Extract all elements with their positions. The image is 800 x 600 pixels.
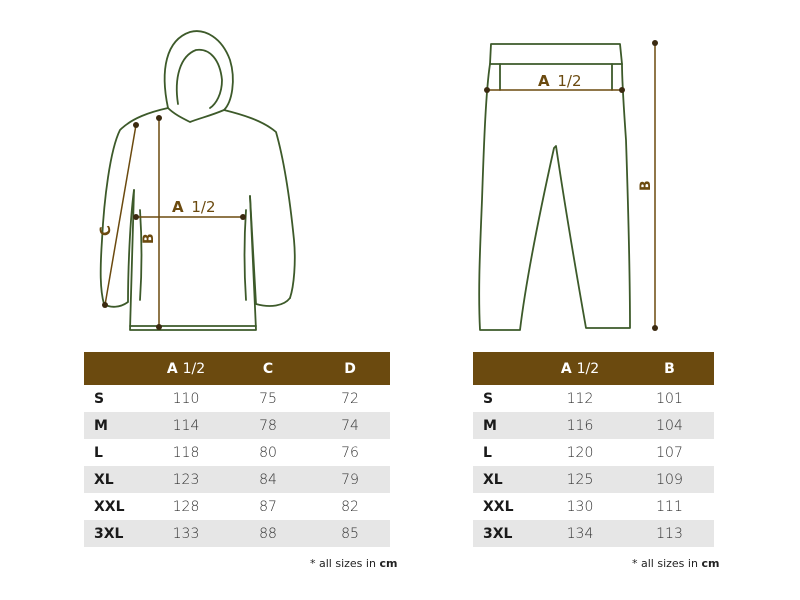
value-cell: 118 — [172, 444, 200, 461]
pants-label-b: B — [638, 180, 654, 191]
value-cell: 88 — [226, 520, 310, 547]
jacket-label-a: A 1/2 — [172, 198, 216, 216]
table-row — [473, 439, 714, 466]
size-cell: 3XL — [84, 520, 146, 547]
value-cell: 84 — [226, 466, 310, 493]
value-cell: 85 — [310, 520, 390, 547]
jacket-dim-b-start — [156, 115, 162, 121]
value-cell: 72 — [341, 390, 359, 407]
value-cell: 109 — [625, 466, 714, 493]
size-cell: 3XL — [473, 520, 535, 547]
size-cell: XL — [84, 466, 146, 493]
jacket-dim-a-end — [240, 214, 246, 220]
value-cell: 128 — [172, 498, 200, 515]
value-cell: 125 — [535, 466, 625, 493]
jacket-dimensions — [97, 115, 246, 330]
value-cell: 76 — [341, 444, 359, 461]
column-header-a: A 1/2 — [146, 352, 226, 385]
jacket-dim-a-start — [133, 214, 139, 220]
size-cell: XXL — [94, 498, 125, 515]
pants-outline — [479, 44, 630, 330]
column-header-c: C — [226, 352, 310, 385]
jacket-label-b: B — [141, 233, 157, 244]
table-row — [473, 466, 714, 493]
value-cell: 113 — [625, 520, 714, 547]
value-cell: 116 — [535, 412, 625, 439]
value-cell: 123 — [146, 466, 226, 493]
value-cell: 101 — [656, 390, 683, 407]
table-header-row — [84, 352, 390, 385]
value-cell: 120 — [566, 444, 594, 461]
value-cell: 87 — [259, 498, 277, 515]
table-row — [84, 466, 390, 493]
value-cell: 114 — [146, 412, 226, 439]
value-cell: 130 — [566, 498, 594, 515]
size-cell: XL — [473, 466, 535, 493]
table-row — [473, 520, 714, 547]
column-header-b: B — [625, 352, 714, 385]
column-header-size — [473, 352, 535, 385]
size-cell: S — [483, 390, 494, 407]
value-cell: 80 — [259, 444, 277, 461]
size-cell: M — [473, 412, 535, 439]
jacket-units-note: * all sizes in cm — [310, 557, 398, 570]
value-cell: 134 — [535, 520, 625, 547]
value-cell: 78 — [226, 412, 310, 439]
value-cell: 79 — [310, 466, 390, 493]
table-header-row — [473, 352, 714, 385]
jacket-label-c: C — [97, 224, 115, 238]
pants-units-note: * all sizes in cm — [632, 557, 720, 570]
table-row — [473, 385, 714, 412]
size-cell: L — [94, 444, 103, 461]
column-header-size — [84, 352, 146, 385]
value-cell: 104 — [625, 412, 714, 439]
jacket-dim-b-end — [156, 324, 162, 330]
pants-size-table — [473, 352, 714, 547]
value-cell: 107 — [656, 444, 683, 461]
table-row — [84, 493, 390, 520]
jacket-outline — [101, 31, 295, 330]
value-cell: 74 — [310, 412, 390, 439]
pants-dim-a-end — [619, 87, 625, 93]
pants-dim-b-start — [652, 40, 658, 46]
value-cell: 111 — [656, 498, 683, 515]
jacket-dim-c-start — [133, 122, 139, 128]
value-cell: 82 — [341, 498, 359, 515]
pants-dim-a-start — [484, 87, 490, 93]
table-row — [84, 412, 390, 439]
size-cell: L — [483, 444, 492, 461]
table-row — [84, 520, 390, 547]
pants-dim-b-end — [652, 325, 658, 331]
size-cell: M — [84, 412, 146, 439]
jacket-dim-c-end — [102, 302, 108, 308]
column-header-a: A 1/2 — [535, 352, 625, 385]
value-cell: 110 — [172, 390, 200, 407]
pants-dimensions — [484, 40, 658, 331]
size-cell: S — [94, 390, 105, 407]
jacket-size-table — [84, 352, 390, 547]
size-cell: XXL — [483, 498, 514, 515]
table-row — [84, 385, 390, 412]
value-cell: 75 — [259, 390, 277, 407]
table-row — [473, 493, 714, 520]
table-row — [84, 439, 390, 466]
table-row — [473, 412, 714, 439]
column-header-d: D — [310, 352, 390, 385]
value-cell: 133 — [146, 520, 226, 547]
value-cell: 112 — [566, 390, 594, 407]
pants-label-a: A 1/2 — [538, 72, 582, 90]
